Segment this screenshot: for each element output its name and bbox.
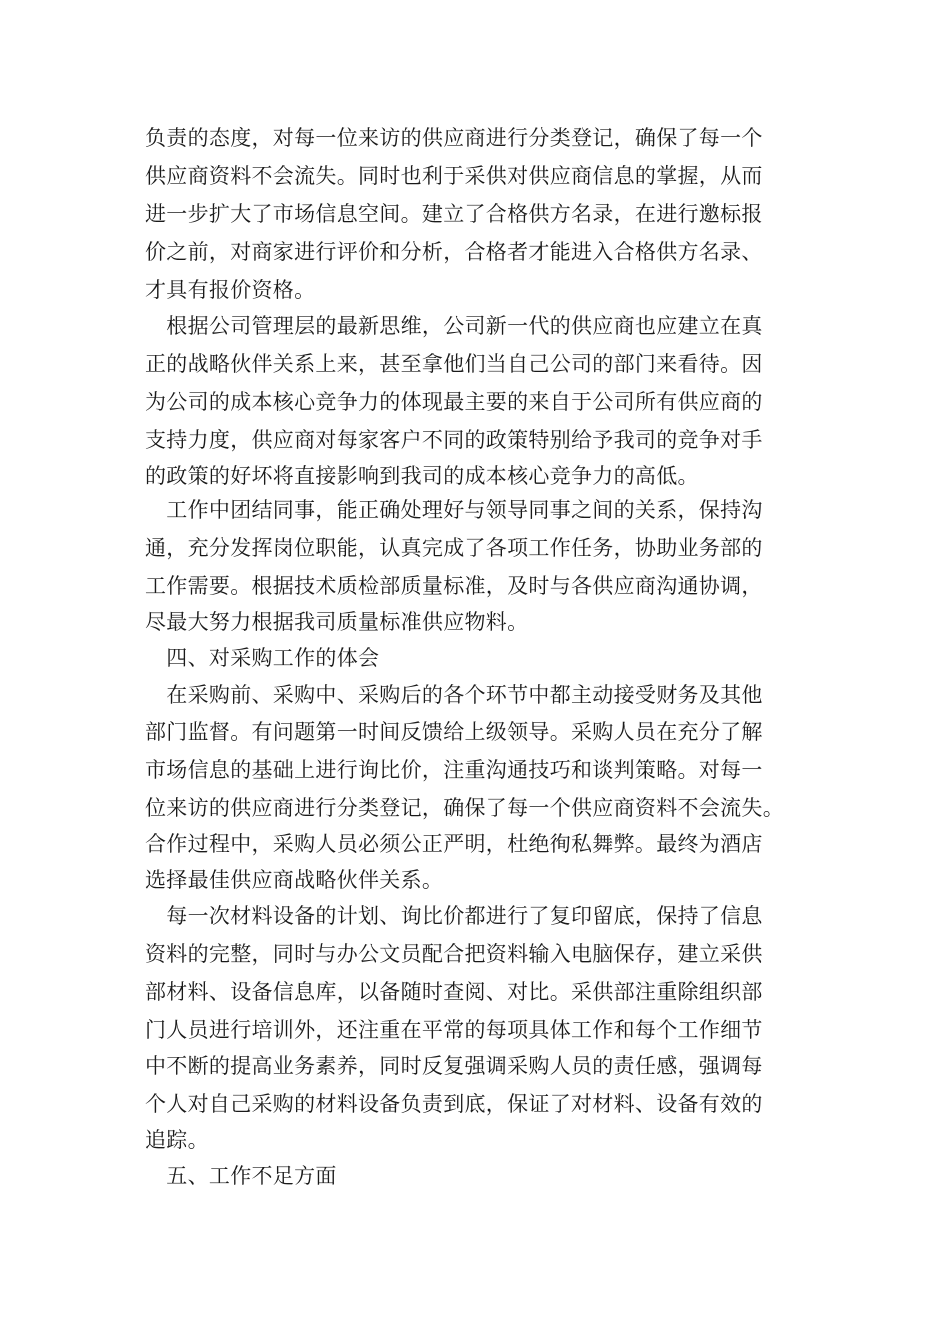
text-line: 每一次材料设备的计划、询比价都进行了复印留底，保持了信息 [145, 904, 763, 928]
text-line: 进一步扩大了市场信息空间。建立了合格供方名录，在进行邀标报 [145, 202, 763, 226]
section-heading: 五、工作不足方面 [145, 1164, 337, 1188]
text-line: 在采购前、采购中、采购后的各个环节中都主动接受财务及其他 [145, 683, 763, 707]
text-line: 支持力度，供应商对每家客户不同的政策特别给予我司的竞争对手 [145, 428, 763, 452]
text-line: 部门监督。有问题第一时间反馈给上级领导。采购人员在充分了解 [145, 720, 763, 744]
text-line: 的政策的好坏将直接影响到我司的成本核心竞争力的高低。 [145, 464, 699, 488]
section-heading: 四、对采购工作的体会 [145, 646, 380, 670]
text-line: 根据公司管理层的最新思维，公司新一代的供应商也应建立在真 [145, 314, 763, 338]
text-line: 资料的完整，同时与办公文员配合把资料输入电脑保存，建立采供 [145, 942, 763, 966]
text-line: 位来访的供应商进行分类登记，确保了每一个供应商资料不会流失。 [145, 796, 784, 820]
text-line: 追踪。 [145, 1128, 209, 1152]
text-line: 正的战略伙伴关系上来，甚至拿他们当自己公司的部门来看待。因 [145, 352, 763, 376]
text-line: 为公司的成本核心竞争力的体现最主要的来自于公司所有供应商的 [145, 390, 763, 414]
text-line: 中不断的提高业务素养，同时反复强调采购人员的责任感，强调每 [145, 1054, 763, 1078]
text-line: 价之前，对商家进行评价和分析，合格者才能进入合格供方名录、 [145, 240, 763, 264]
text-line: 合作过程中，采购人员必须公正严明，杜绝徇私舞弊。最终为酒店 [145, 832, 763, 856]
text-line: 个人对自己采购的材料设备负责到底，保证了对材料、设备有效的 [145, 1092, 763, 1116]
text-line: 通，充分发挥岗位职能，认真完成了各项工作任务，协助业务部的 [145, 536, 763, 560]
text-line: 部材料、设备信息库，以备随时查阅、对比。采供部注重除组织部 [145, 980, 763, 1004]
text-line: 市场信息的基础上进行询比价，注重沟通技巧和谈判策略。对每一 [145, 758, 763, 782]
text-line: 才具有报价资格。 [145, 278, 316, 302]
text-line: 尽最大努力根据我司质量标准供应物料。 [145, 610, 529, 634]
text-line: 工作中团结同事，能正确处理好与领导同事之间的关系，保持沟 [145, 498, 763, 522]
text-line: 门人员进行培训外，还注重在平常的每项具体工作和每个工作细节 [145, 1018, 763, 1042]
text-line: 供应商资料不会流失。同时也利于采供对供应商信息的掌握，从而 [145, 164, 763, 188]
text-line: 工作需要。根据技术质检部质量标准，及时与各供应商沟通协调， [145, 574, 763, 598]
text-line: 负责的态度，对每一位来访的供应商进行分类登记，确保了每一个 [145, 126, 763, 150]
text-line: 选择最佳供应商战略伙伴关系。 [145, 868, 444, 892]
